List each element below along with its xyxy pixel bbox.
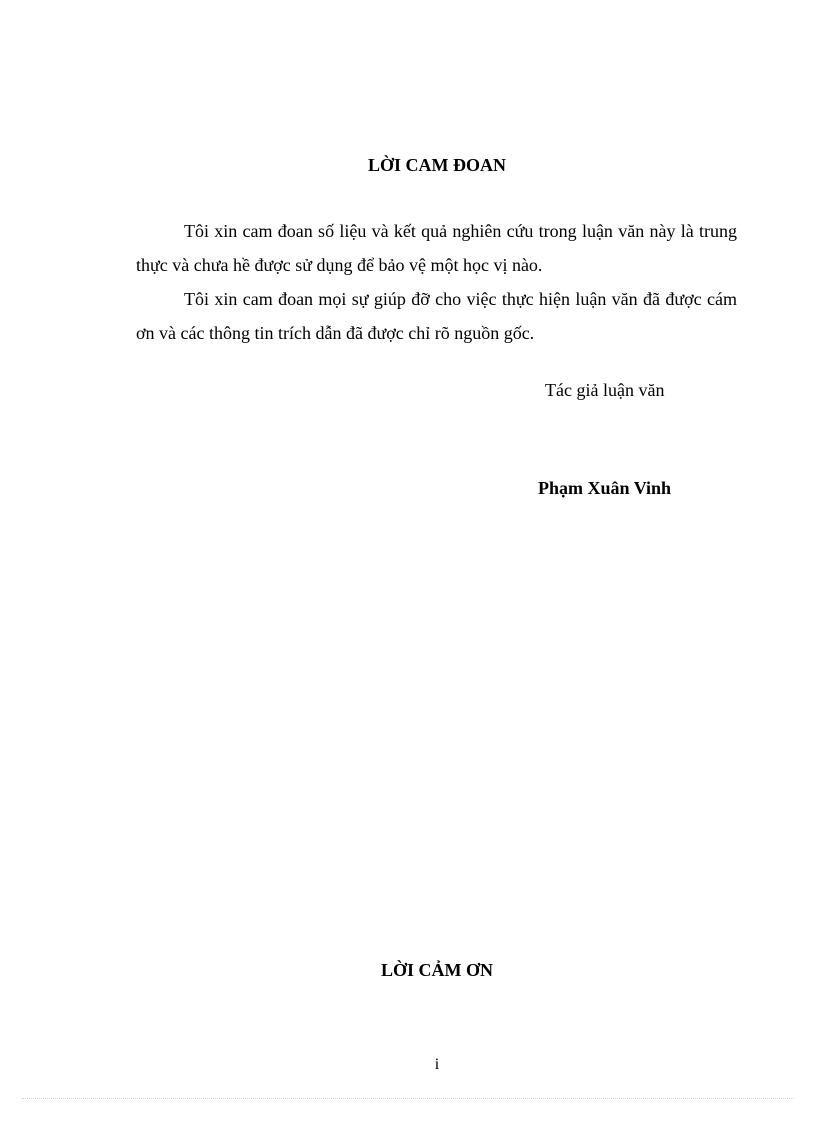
declaration-paragraph-2: Tôi xin cam đoan mọi sự giúp đỡ cho việc thực hiện luận văn đã được cám ơn và các thông tin trích dẫn đã được chỉ rõ nguồn gốc.: [136, 289, 737, 343]
declaration-title: LỜI CAM ĐOAN: [368, 155, 506, 175]
page-number: i: [434, 1056, 440, 1073]
declaration-body: [136, 214, 737, 350]
acknowledgement-title: LỜI CẢM ƠN: [381, 960, 493, 980]
signature-name: Phạm Xuân Vinh: [538, 478, 672, 498]
declaration-paragraph-1: Tôi xin cam đoan số liệu và kết quả nghiên cứu trong luận văn này là trung thực và chưa hề được sử dụng để bảo vệ một học vị nào.: [136, 221, 737, 275]
page-divider: [22, 1098, 794, 1099]
signature-role: Tác giả luận văn: [545, 380, 665, 400]
